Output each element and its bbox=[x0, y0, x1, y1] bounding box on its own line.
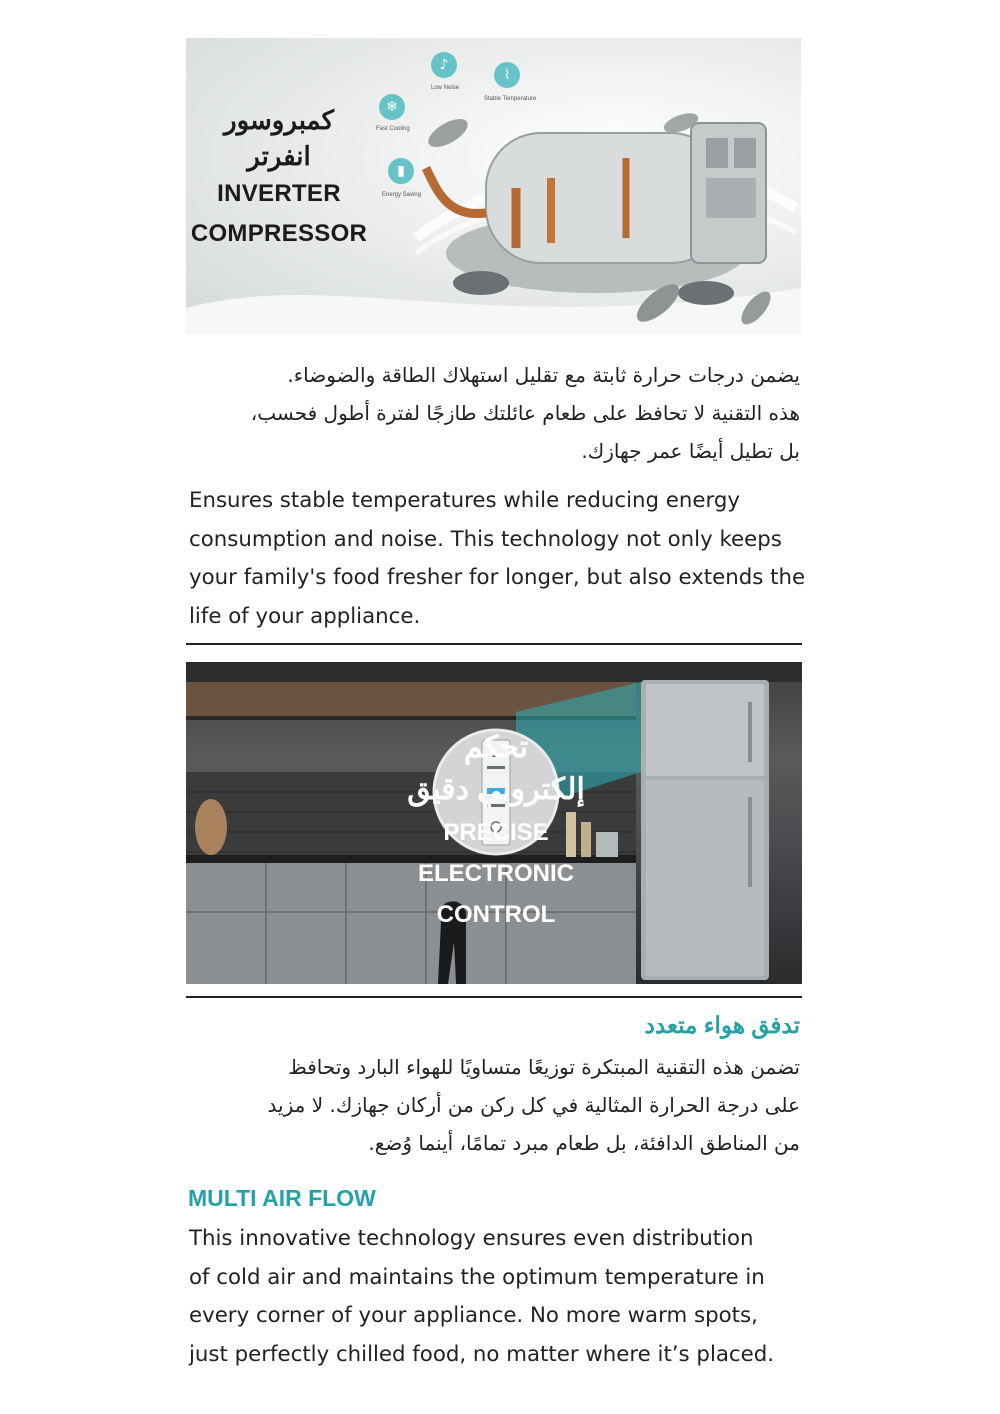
airflow-heading-ar: تدفق هواء متعدد bbox=[644, 1012, 800, 1038]
divider bbox=[186, 996, 802, 998]
compressor-title bbox=[189, 102, 369, 254]
airflow-desc-ar-line: من المناطق الدافئة، بل طعام مبرد تمامًا، أينما وُضع. bbox=[368, 1131, 800, 1155]
compressor-desc-ar-line: بل تطيل أيضًا عمر جهازك. bbox=[581, 439, 800, 463]
control-title-en-2: ELECTRONIC bbox=[418, 860, 574, 887]
airflow-desc-en-line: just perfectly chilled food, no matter where it’s placed. bbox=[189, 1341, 775, 1367]
airflow-description-en bbox=[189, 1220, 809, 1374]
airflow-desc-ar-line: تضمن هذه التقنية المبتكرة توزيعًا متساويًا للهواء البارد وتحافظ bbox=[288, 1055, 800, 1079]
battery-icon: ▮ bbox=[388, 158, 414, 184]
compressor-desc-en-line: life of your appliance. bbox=[189, 603, 421, 629]
airflow-desc-en-line: This innovative technology ensures even distribution bbox=[189, 1226, 754, 1251]
compressor-title-ar-1: كمبروسور bbox=[224, 105, 334, 135]
compressor-title-ar-2: انفرتر bbox=[247, 141, 311, 171]
compressor-desc-en-line: consumption and noise. This technology not only keeps bbox=[189, 526, 782, 552]
airflow-description-ar bbox=[190, 1048, 800, 1162]
compressor-desc-ar-line: يضمن درجات حرارة ثابتة مع تقليل استهلاك الطاقة والضوضاء. bbox=[287, 363, 800, 387]
mute-icon: ♪ bbox=[431, 52, 457, 78]
control-title-en-3: CONTROL bbox=[436, 901, 556, 928]
compressor-desc-en-line: your family's food fresher for longer, but also extends the bbox=[189, 565, 806, 590]
feature-label-energy-saving: Energy Saving bbox=[382, 192, 422, 198]
airflow-heading-en: MULTI AIR FLOW bbox=[188, 1185, 376, 1211]
airflow-desc-ar-line: على درجة الحرارة المثالية في كل ركن من أركان جهازك. لا مزيد bbox=[267, 1093, 800, 1117]
feature-label-stable-temperature: Stable Temperature bbox=[484, 96, 537, 102]
compressor-description-ar bbox=[190, 356, 800, 470]
thermometer-icon: ❄ bbox=[379, 94, 405, 120]
compressor-title-en-2: COMPRESSOR bbox=[190, 220, 368, 247]
control-title-ar-2: إلكتروني دقيق bbox=[407, 773, 585, 806]
control-title-ar-1: تحكم bbox=[463, 731, 529, 764]
airflow-desc-en-line: of cold air and maintains the optimum temperature in bbox=[189, 1264, 765, 1290]
temperature-icon: ⌇ bbox=[494, 62, 520, 88]
control-title-en-1: PRECISE bbox=[443, 819, 549, 846]
airflow-desc-en-line: every corner of your appliance. No more warm spots, bbox=[189, 1303, 758, 1328]
control-banner bbox=[186, 662, 802, 984]
compressor-banner bbox=[186, 38, 801, 334]
compressor-description-en bbox=[189, 482, 809, 636]
feature-label-fast-cooling: Fast Cooling bbox=[376, 126, 410, 132]
compressor-desc-en-line: Ensures stable temperatures while reducing energy bbox=[189, 488, 740, 513]
control-title bbox=[376, 728, 616, 935]
feature-label-low-noise: Low Noise bbox=[431, 85, 460, 91]
compressor-desc-ar-line: هذه التقنية لا تحافظ على طعام عائلتك طازجًا لفترة أطول فحسب، bbox=[250, 401, 800, 425]
divider bbox=[186, 643, 802, 645]
compressor-title-en-1: INVERTER bbox=[217, 180, 341, 207]
